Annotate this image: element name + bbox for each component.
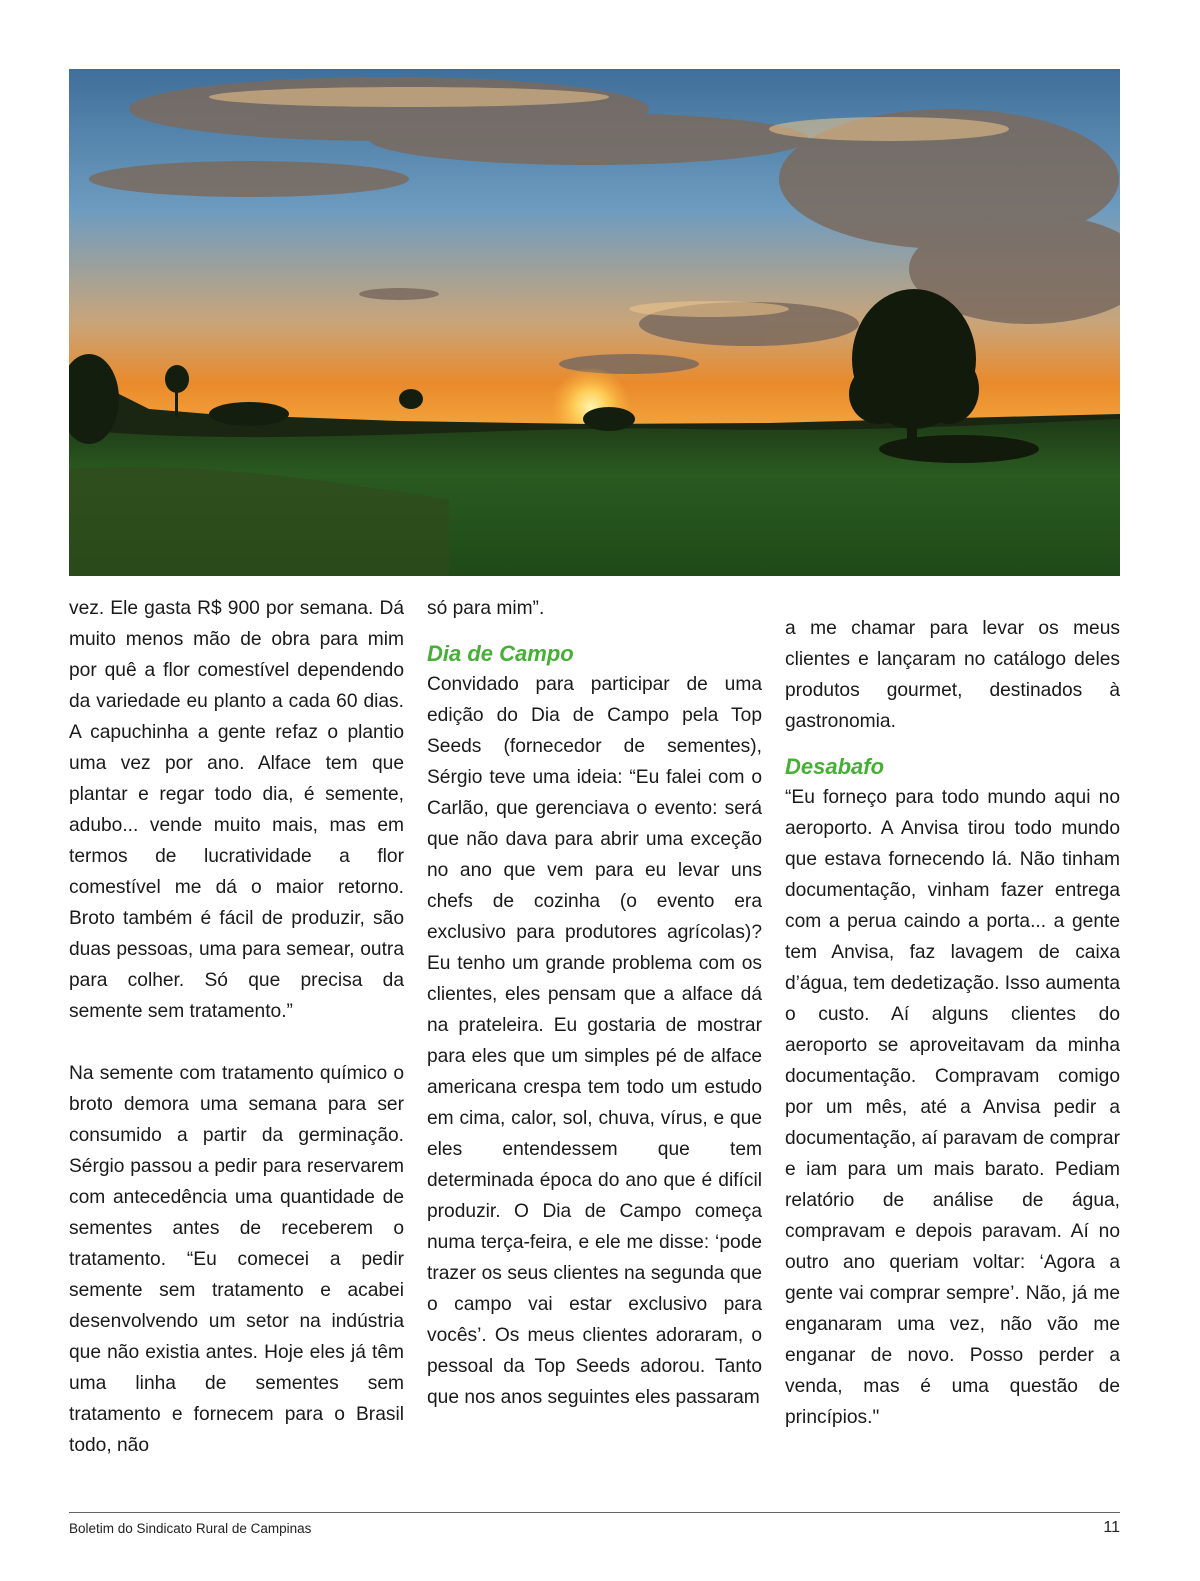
header-photo xyxy=(69,69,1120,576)
paragraph: “Eu forneço para todo mundo aqui no aeroporto. A Anvisa tirou todo mundo que estava fornecendo lá. Não tinham documentação, vinham fazer entrega com a perua caindo a porta... a gente tem Anvisa, faz lavagem de caixa d’água, tem dedetização. Isso aumenta o custo. Aí alguns clientes do aeroporto se aproveitavam da minha documentação. Compravam comigo por um mês, até a Anvisa pedir a documentação, aí paravam de comprar e iam para um mais barato. Pediam relatório de análise de água, compravam e depois paravam. Aí no outro ano queriam voltar: ‘Agora a gente vai comprar sempre’. Não, já me enganaram uma vez, não vão me enganar de novo. Posso perder a venda, mas é uma questão de princípios." xyxy=(785,787,1120,1428)
footer-publication-name: Boletim do Sindicato Rural de Campinas xyxy=(69,1521,312,1536)
article-column-3 xyxy=(785,613,1120,1433)
article-column-1 xyxy=(69,593,404,1461)
paragraph: Convidado para participar de uma edição do Dia de Campo pela Top Seeds (fornecedor de sementes), Sérgio teve uma ideia: “Eu falei com o Carlão, que gerenciava o evento: será que não dava para abrir uma exceção no ano que vem para eu levar uns chefs de cozinha (o evento era exclusivo para produtores agrícolas)? Eu tenho um grande problema com os clientes, eles pensam que a alface dá na prateleira. Eu gostaria de mostrar para eles que um simples pé de alface americana crespa tem todo um estudo em cima, calor, sol, chuva, vírus, e que eles entendessem que tem determinada época do ano que é difícil produzir. O Dia de Campo começa numa terça-feira, e ele me disse: ‘pode trazer os seus clientes na segunda que o campo vai estar exclusivo para vocês’. Os meus clientes adoraram, o pessoal da Top Seeds adorou. Tanto que nos anos seguintes eles passaram xyxy=(427,674,762,1408)
article-column-2 xyxy=(427,593,762,1413)
paragraph: Na semente com tratamento químico o broto demora uma semana para ser consumido a partir da germinação. Sérgio passou a pedir para reservarem com antecedência uma quantidade de sementes antes de receberem o tratamento. “Eu comecei a pedir semente sem tratamento e acabei desenvolvendo um setor na indústria que não existia antes. Hoje eles já têm uma linha de sementes sem tratamento e fornecem para o Brasil todo, não xyxy=(69,1063,404,1456)
page-number: 11 xyxy=(1103,1519,1120,1536)
paragraph: vez. Ele gasta R$ 900 por semana. Dá muito menos mão de obra para mim por quê a flor comestível dependendo da variedade eu planto a cada 60 dias. A capuchinha a gente refaz o plantio uma vez por ano. Alface tem que plantar e regar todo dia, é semente, adubo... vende muito mais, mas em termos de lucratividade a flor comestível me dá o maior retorno. Broto também é fácil de produzir, são duas pessoas, uma para semear, outra para colher. Só que precisa da semente sem tratamento.” xyxy=(69,598,404,1022)
paragraph: só para mim”. xyxy=(427,598,545,619)
sunset-field-image xyxy=(69,69,1120,576)
section-heading-dia-de-campo: Dia de Campo xyxy=(427,641,574,666)
footer-divider xyxy=(69,1512,1120,1513)
section-heading-desabafo: Desabafo xyxy=(785,754,885,779)
paragraph: a me chamar para levar os meus clientes e lançaram no catálogo deles produtos gourmet, destinados à gastronomia. xyxy=(785,618,1120,732)
